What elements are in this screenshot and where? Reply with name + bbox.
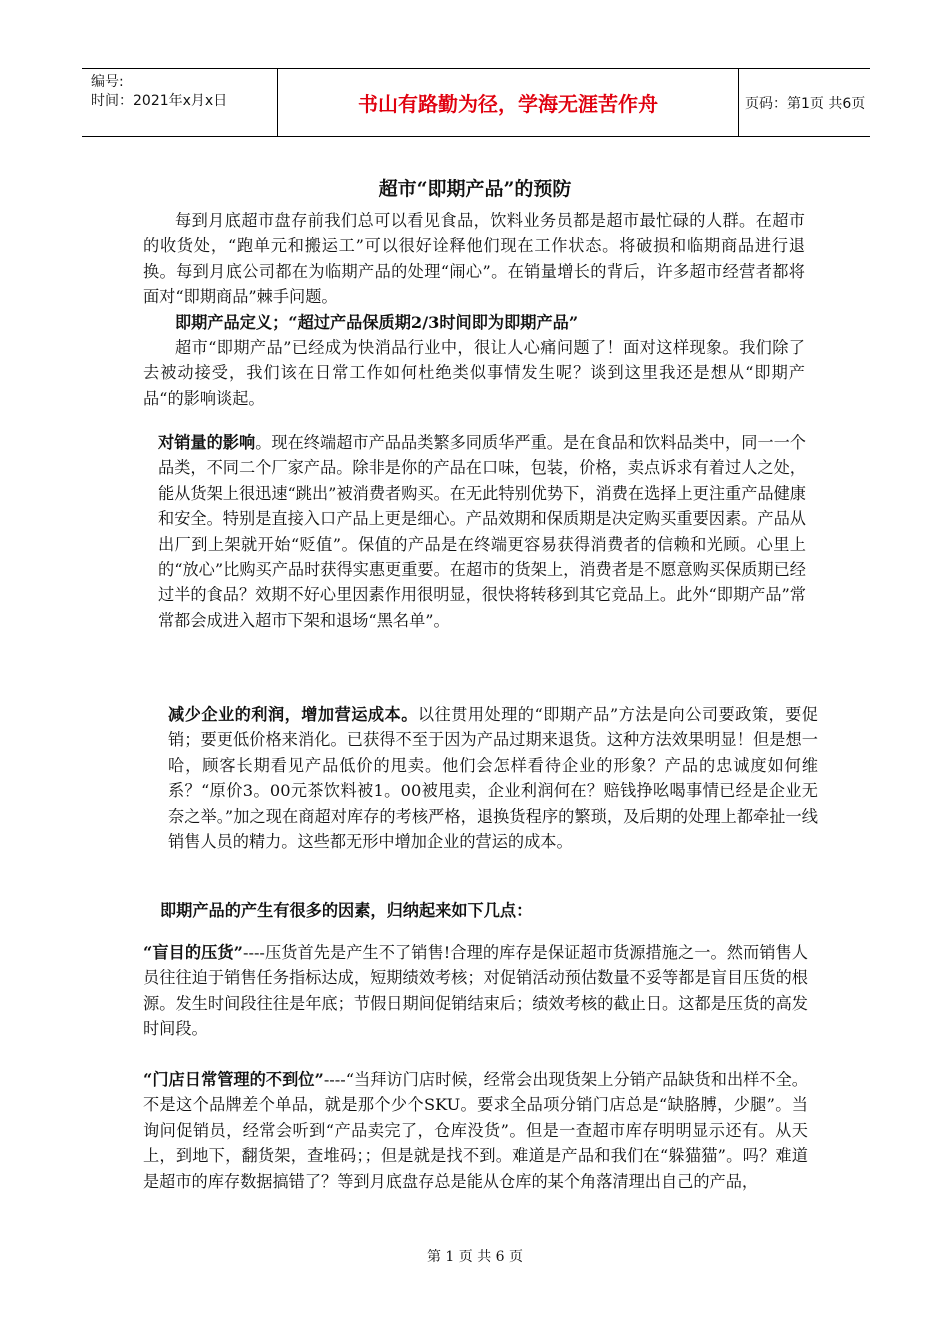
factor-2-text: ----“当拜访门店时候，经常会出现货架上分销产品缺货和出样不全。不是这个品牌差个单品，就是那个少个SKU。要求全品项分销门店总是“缺胳膊，少腿”。当询问促销员，经常会听到“产品卖完了，仓库没货”。但是一查超市库存明明显示还有。从天上，到地下，翻货架，查堆码；；但是就是找不到。难道是产品和我们在“躲猫猫”。吗？难道是超市的库存数据搞错了？等到月底盘存总是能从仓库的某个角落清理出自己的产品， <box>143 1070 808 1191</box>
sales-impact-paragraph <box>158 430 806 633</box>
factor-1-paragraph <box>143 940 808 1042</box>
profit-impact-heading: 减少企业的利润，增加营运成本。 <box>168 705 418 724</box>
header-page-label: 页码：第1页 共6页 <box>745 95 866 112</box>
factor-2-heading: “门店日常管理的不到位” <box>143 1070 324 1089</box>
header-motto: 书山有路勤为径，学海无涯苦作舟 <box>277 69 739 136</box>
factors-heading: 即期产品的产生有很多的因素，归纳起来如下几点： <box>160 901 533 920</box>
sales-impact-text: 。现在终端超市产品品类繁多同质华严重。是在食品和饮料品类中，同一一个品类，不同二个厂家产品。除非是你的产品在口味，包装，价格，卖点诉求有着过人之处，能从货架上很迅速“跳出”被消费者购买。在无此特别优势下，消费在选择上更注重产品健康和安全。特别是直接入口产品上更是细心。产品效期和保质期是决定购买重要因素。产品从出厂到上架就开始“贬值”。保值的产品是在终端更容易获得消费者的信赖和光顾。心里上的“放心”比购买产品时获得实惠更重要。在超市的货架上，消费者是不愿意购买保质期已经过半的食品？效期不好心里因素作用很明显，很快将转移到其它竞品上。此外“即期产品”常常都会成进入超市下架和退场“黑名单”。 <box>158 433 806 630</box>
intro-paragraph: 每到月底超市盘存前我们总可以看见食品，饮料业务员都是超市最忙碌的人群。在超市的收货处，“跑单元和搬运工”可以很好诠释他们现在工作状态。将破损和临期商品进行退换。每到月底公司都在为临期产品的处理“闹心”。在销量增长的背后，许多超市经营者都将面对“即期商品”棘手问题。 <box>143 211 805 307</box>
profit-impact-paragraph <box>168 702 818 854</box>
header-meta <box>82 69 277 136</box>
page-header <box>82 68 870 137</box>
sales-impact-heading: 对销量的影响 <box>158 433 256 452</box>
factor-2-paragraph <box>143 1067 808 1194</box>
page-footer: 第 1 页 共 6 页 <box>426 1249 524 1265</box>
factor-1-text: ----压货首先是产生不了销售!合理的库存是保证超市货源措施之一。然而销售人员往往迫于销售任务指标达成，短期绩效考核；对促销活动预估数量不妥等都是盲目压货的根源。发生时间段往往是年底；节假日期间促销结束后；绩效考核的截止日。这都是压货的高发时间段。 <box>143 943 808 1039</box>
definition-line: 即期产品定义；“超过产品保质期2/3时间即为即期产品” <box>175 313 579 332</box>
profit-impact-text: 以往贯用处理的“即期产品”方法是向公司要政策，要促销；要更低价格来消化。已获得不至于因为产品过期来退货。这种方法效果明显！但是想一哈，顾客长期看见产品低价的甩卖。他们会怎样看待企业的形象？产品的忠诚度如何维系？“原价3。00元茶饮料被1。00被甩卖，企业利润何在？赔钱挣吆喝事情已经是企业无奈之举。”加之现在商超对库存的考核严格，退换货程序的繁琐，及后期的处理上都牵扯一线销售人员的精力。这些都无形中增加企业的营运的成本。 <box>168 705 818 852</box>
number-label: 编号: <box>91 74 124 90</box>
factor-1-heading: “盲目的压货” <box>143 943 243 962</box>
time-label: 时间：2021年x月x日 <box>91 93 228 109</box>
paragraph-2: 超市“即期产品”已经成为快消品行业中，很让人心痛问题了！面对这样现象。我们除了去被动接受，我们该在日常工作如何杜绝类似事情发生呢？谈到这里我还是想从“即期产品“的影响谈起。 <box>143 338 805 408</box>
document-title: 超市“即期产品”的预防 <box>378 178 572 200</box>
